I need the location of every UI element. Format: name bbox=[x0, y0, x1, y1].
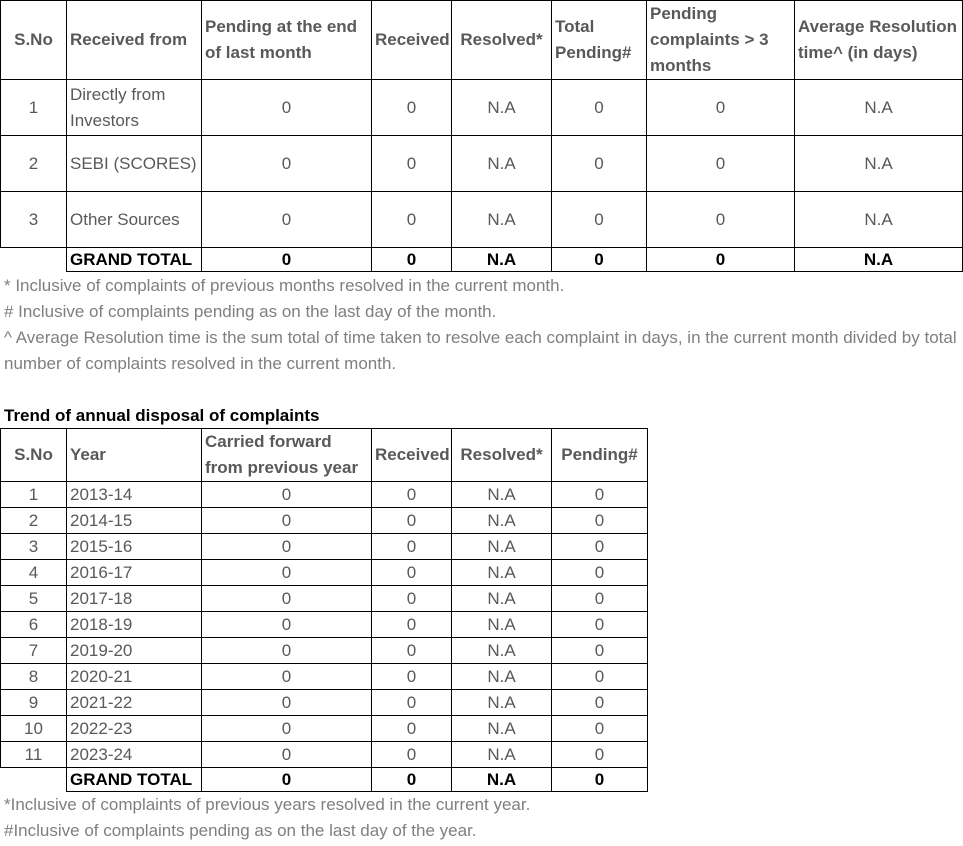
table-row bbox=[1, 612, 648, 638]
footnote-resolved: *Inclusive of complaints of previous years resolved in the current year. bbox=[4, 795, 531, 814]
col-header-carried-forward: Carried forward from previous year bbox=[202, 429, 372, 482]
cell-received: 0 bbox=[372, 508, 452, 534]
table-row bbox=[1, 534, 648, 560]
grand-total-received: 0 bbox=[372, 248, 452, 272]
cell-sno: 7 bbox=[1, 638, 67, 664]
col-header-year: Year bbox=[67, 429, 202, 482]
cell-resolved: N.A bbox=[452, 612, 552, 638]
cell-received: 0 bbox=[372, 742, 452, 768]
cell-received: 0 bbox=[372, 534, 452, 560]
footnote-pending: #Inclusive of complaints pending as on the last day of the year. bbox=[4, 821, 477, 840]
cell-pending-gt3: 0 bbox=[647, 80, 795, 136]
footnote-resolved: * Inclusive of complaints of previous months resolved in the current month. bbox=[4, 276, 565, 295]
cell-resolved: N.A bbox=[452, 664, 552, 690]
cell-pending: 0 bbox=[552, 482, 648, 508]
cell-avg-resolution: N.A bbox=[795, 80, 963, 136]
summary-header-row bbox=[1, 1, 963, 80]
cell-source: Directly from Investors bbox=[67, 80, 202, 136]
col-header-received: Received bbox=[372, 429, 452, 482]
cell-pending: 0 bbox=[552, 560, 648, 586]
cell-received: 0 bbox=[372, 482, 452, 508]
grand-total-label: GRAND TOTAL bbox=[67, 768, 202, 792]
cell-resolved: N.A bbox=[452, 508, 552, 534]
col-header-sno: S.No bbox=[1, 429, 67, 482]
cell-sno: 6 bbox=[1, 612, 67, 638]
complaints-summary-table bbox=[0, 0, 963, 272]
cell-received: 0 bbox=[372, 586, 452, 612]
table-row bbox=[1, 136, 963, 192]
cell-year: 2021-22 bbox=[67, 690, 202, 716]
cell-year: 2016-17 bbox=[67, 560, 202, 586]
cell-resolved: N.A bbox=[452, 560, 552, 586]
table-row bbox=[1, 716, 648, 742]
cell-source: SEBI (SCORES) bbox=[67, 136, 202, 192]
cell-sno: 2 bbox=[1, 136, 67, 192]
table-row bbox=[1, 560, 648, 586]
grand-total-row bbox=[1, 768, 648, 792]
cell-total-pending: 0 bbox=[552, 192, 647, 248]
table-row bbox=[1, 690, 648, 716]
cell-sno: 1 bbox=[1, 80, 67, 136]
col-header-sno: S.No bbox=[1, 1, 67, 80]
cell-pending: 0 bbox=[552, 508, 648, 534]
grand-total-pending: 0 bbox=[552, 768, 648, 792]
cell-sno: 3 bbox=[1, 534, 67, 560]
table-row bbox=[1, 638, 648, 664]
grand-total-label: GRAND TOTAL bbox=[67, 248, 202, 272]
cell-sno: 1 bbox=[1, 482, 67, 508]
col-header-pending-gt3: Pending complaints > 3 months bbox=[647, 1, 795, 80]
cell-avg-resolution: N.A bbox=[795, 192, 963, 248]
cell-received: 0 bbox=[372, 638, 452, 664]
cell-sno: 5 bbox=[1, 586, 67, 612]
cell-resolved: N.A bbox=[452, 690, 552, 716]
cell-resolved: N.A bbox=[452, 482, 552, 508]
summary-footnotes bbox=[4, 273, 959, 377]
table-row bbox=[1, 482, 648, 508]
trend-section-title: Trend of annual disposal of complaints bbox=[4, 406, 320, 425]
col-header-total-pending: Total Pending# bbox=[552, 1, 647, 80]
cell-sno: 2 bbox=[1, 508, 67, 534]
table-row bbox=[1, 664, 648, 690]
grand-total-resolved: N.A bbox=[452, 248, 552, 272]
footnote-avg-resolution: ^ Average Resolution time is the sum total of time taken to resolve each complaint in days, in the current month divided by total number of complaints resolved in the current month. bbox=[4, 328, 957, 373]
cell-pending: 0 bbox=[552, 638, 648, 664]
cell-year: 2019-20 bbox=[67, 638, 202, 664]
cell-pending-last: 0 bbox=[202, 192, 372, 248]
cell-sno: 9 bbox=[1, 690, 67, 716]
cell-resolved: N.A bbox=[452, 586, 552, 612]
cell-carried-forward: 0 bbox=[202, 716, 372, 742]
cell-resolved: N.A bbox=[452, 742, 552, 768]
cell-pending-last: 0 bbox=[202, 136, 372, 192]
grand-total-pending-last: 0 bbox=[202, 248, 372, 272]
cell-sno: 8 bbox=[1, 664, 67, 690]
cell-year: 2013-14 bbox=[67, 482, 202, 508]
cell-received: 0 bbox=[372, 690, 452, 716]
cell-pending-gt3: 0 bbox=[647, 192, 795, 248]
cell-sno: 10 bbox=[1, 716, 67, 742]
cell-carried-forward: 0 bbox=[202, 612, 372, 638]
cell-resolved: N.A bbox=[452, 534, 552, 560]
cell-resolved: N.A bbox=[452, 136, 552, 192]
cell-received: 0 bbox=[372, 192, 452, 248]
grand-total-total-pending: 0 bbox=[552, 248, 647, 272]
cell-total-pending: 0 bbox=[552, 136, 647, 192]
cell-carried-forward: 0 bbox=[202, 638, 372, 664]
cell-pending: 0 bbox=[552, 690, 648, 716]
table-row bbox=[1, 508, 648, 534]
grand-total-avg: N.A bbox=[795, 248, 963, 272]
grand-total-pending-gt3: 0 bbox=[647, 248, 795, 272]
cell-received: 0 bbox=[372, 664, 452, 690]
cell-received: 0 bbox=[372, 80, 452, 136]
cell-pending: 0 bbox=[552, 664, 648, 690]
grand-total-resolved: N.A bbox=[452, 768, 552, 792]
cell-carried-forward: 0 bbox=[202, 690, 372, 716]
grand-total-received: 0 bbox=[372, 768, 452, 792]
cell-carried-forward: 0 bbox=[202, 560, 372, 586]
cell-pending: 0 bbox=[552, 534, 648, 560]
cell-received: 0 bbox=[372, 560, 452, 586]
cell-carried-forward: 0 bbox=[202, 482, 372, 508]
cell-year: 2015-16 bbox=[67, 534, 202, 560]
col-header-pending-last-month: Pending at the end of last month bbox=[202, 1, 372, 80]
table-row bbox=[1, 192, 963, 248]
cell-year: 2023-24 bbox=[67, 742, 202, 768]
cell-year: 2022-23 bbox=[67, 716, 202, 742]
cell-received: 0 bbox=[372, 136, 452, 192]
cell-received: 0 bbox=[372, 716, 452, 742]
col-header-pending: Pending# bbox=[552, 429, 648, 482]
annual-trend-table bbox=[0, 428, 648, 792]
col-header-resolved: Resolved* bbox=[452, 429, 552, 482]
table-row bbox=[1, 742, 648, 768]
cell-resolved: N.A bbox=[452, 638, 552, 664]
cell-avg-resolution: N.A bbox=[795, 136, 963, 192]
col-header-resolved: Resolved* bbox=[452, 1, 552, 80]
cell-carried-forward: 0 bbox=[202, 508, 372, 534]
footnote-pending: # Inclusive of complaints pending as on the last day of the month. bbox=[4, 302, 497, 321]
cell-resolved: N.A bbox=[452, 192, 552, 248]
cell-carried-forward: 0 bbox=[202, 664, 372, 690]
grand-total-carried: 0 bbox=[202, 768, 372, 792]
cell-pending-gt3: 0 bbox=[647, 136, 795, 192]
grand-total-spacer bbox=[1, 248, 67, 272]
cell-year: 2017-18 bbox=[67, 586, 202, 612]
grand-total-row bbox=[1, 248, 963, 272]
cell-pending: 0 bbox=[552, 716, 648, 742]
cell-sno: 11 bbox=[1, 742, 67, 768]
col-header-avg-resolution: Average Resolution time^ (in days) bbox=[795, 1, 963, 80]
cell-year: 2018-19 bbox=[67, 612, 202, 638]
col-header-received-from: Received from bbox=[67, 1, 202, 80]
cell-total-pending: 0 bbox=[552, 80, 647, 136]
col-header-received: Received bbox=[372, 1, 452, 80]
cell-sno: 4 bbox=[1, 560, 67, 586]
trend-body bbox=[1, 482, 648, 768]
cell-resolved: N.A bbox=[452, 716, 552, 742]
cell-pending-last: 0 bbox=[202, 80, 372, 136]
cell-pending: 0 bbox=[552, 612, 648, 638]
cell-source: Other Sources bbox=[67, 192, 202, 248]
cell-year: 2020-21 bbox=[67, 664, 202, 690]
cell-carried-forward: 0 bbox=[202, 586, 372, 612]
cell-pending: 0 bbox=[552, 742, 648, 768]
table-row bbox=[1, 586, 648, 612]
table-row bbox=[1, 80, 963, 136]
trend-footnotes bbox=[4, 792, 959, 844]
grand-total-spacer bbox=[1, 768, 67, 792]
trend-header-row bbox=[1, 429, 648, 482]
cell-carried-forward: 0 bbox=[202, 534, 372, 560]
cell-pending: 0 bbox=[552, 586, 648, 612]
cell-year: 2014-15 bbox=[67, 508, 202, 534]
cell-sno: 3 bbox=[1, 192, 67, 248]
cell-resolved: N.A bbox=[452, 80, 552, 136]
cell-carried-forward: 0 bbox=[202, 742, 372, 768]
cell-received: 0 bbox=[372, 612, 452, 638]
